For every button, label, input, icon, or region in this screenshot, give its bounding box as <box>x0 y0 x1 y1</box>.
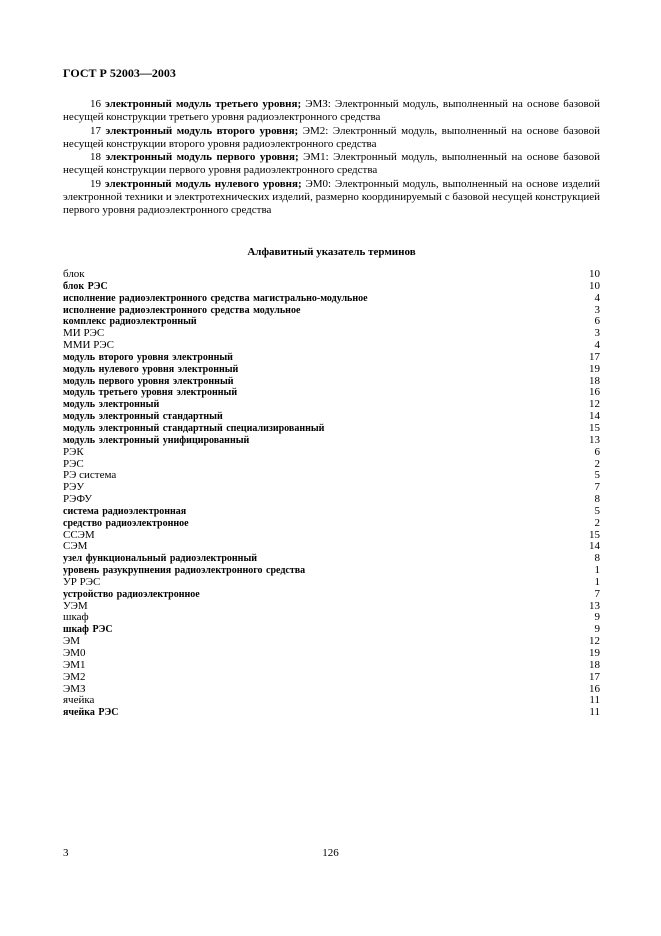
index-entry <box>63 399 600 411</box>
index-entry <box>63 423 600 435</box>
index-term: шкаф <box>63 611 89 624</box>
index-page-ref: 9 <box>594 611 600 624</box>
index-page-ref: 11 <box>589 694 600 707</box>
index-entry <box>63 518 600 530</box>
index-entry <box>63 470 600 482</box>
index-entry <box>63 328 600 340</box>
index-entry <box>63 447 600 459</box>
definition-17 <box>63 125 600 151</box>
index-entry <box>63 494 600 506</box>
index-term: ММИ РЭС <box>63 339 114 352</box>
index-list <box>63 269 600 719</box>
definition-term: электронный модуль третьего уровня; <box>105 98 302 110</box>
index-page-ref: 5 <box>594 469 600 482</box>
definition-text: ЭМ1: Электронный модуль, выполненный на основе базовой несущей конструкции первого уровня радиоэлектронного средства <box>63 151 600 176</box>
definition-term: электронный модуль нулевого уровня; <box>104 177 302 190</box>
index-page-ref: 6 <box>594 445 600 458</box>
index-page-ref: 2 <box>594 516 600 529</box>
index-page-ref: 15 <box>589 528 600 541</box>
index-page-ref: 14 <box>589 410 600 423</box>
index-page-ref: 7 <box>594 587 600 600</box>
index-term: блок РЭС <box>63 280 108 292</box>
index-term: УР РЭС <box>63 575 101 588</box>
index-page-ref: 4 <box>594 339 600 352</box>
index-page-ref: 18 <box>589 658 600 671</box>
index-entry <box>63 589 600 601</box>
index-entry <box>63 553 600 565</box>
index-term: модуль электронный стандартный специализированный <box>63 422 325 434</box>
index-page-ref: 11 <box>589 706 600 719</box>
index-entry <box>63 672 600 684</box>
index-term: РЭК <box>63 445 84 458</box>
index-page-ref: 16 <box>589 682 600 695</box>
index-entry <box>63 305 600 317</box>
index-entry <box>63 624 600 636</box>
index-term: шкаф РЭС <box>63 624 113 636</box>
index-entry <box>63 707 600 719</box>
index-entry <box>63 364 600 376</box>
index-entry <box>63 660 600 672</box>
index-term: УЭМ <box>63 599 88 612</box>
index-page-ref: 15 <box>589 421 600 434</box>
index-term: модуль электронный унифицированный <box>63 434 250 446</box>
index-term: МИ РЭС <box>63 327 105 340</box>
index-page-ref: 5 <box>594 504 600 517</box>
index-term: модуль электронный <box>63 399 160 411</box>
index-term: средство радиоэлектронное <box>63 517 189 529</box>
index-entry <box>63 530 600 542</box>
index-page-ref: 7 <box>594 481 600 494</box>
index-page-ref: 19 <box>589 362 600 375</box>
index-page-ref: 1 <box>594 564 600 577</box>
index-page-ref: 6 <box>594 315 600 328</box>
definition-16 <box>63 98 600 124</box>
index-term: ЭМ <box>63 635 81 648</box>
index-term: СЭМ <box>63 540 88 553</box>
index-entry <box>63 684 600 696</box>
index-entry <box>63 269 600 281</box>
index-page-ref: 2 <box>594 457 600 470</box>
index-page-ref: 9 <box>594 623 600 636</box>
index-entry <box>63 352 600 364</box>
index-page-ref: 1 <box>594 575 600 588</box>
index-entry <box>63 411 600 423</box>
definition-text: ЭМ2: Электронный модуль, выполненный на основе базовой несущей конструкции второго уровня радиоэлектронного средства <box>63 124 601 150</box>
index-page-ref: 13 <box>589 433 600 446</box>
index-term: РЭФУ <box>63 493 93 506</box>
definition-number: 19 <box>90 177 101 190</box>
index-entry <box>63 387 600 399</box>
index-entry <box>63 636 600 648</box>
index-term: ЭМЗ <box>63 682 86 695</box>
index-term: система радиоэлектронная <box>63 505 187 517</box>
index-entry <box>63 281 600 293</box>
definition-text: ЭМЗ: Электронный модуль, выполненный на основе базовой несущей конструкции третьего уровня радиоэлектронного средства <box>63 98 600 123</box>
definition-18 <box>63 151 600 177</box>
definition-term: электронный модуль первого уровня; <box>105 151 299 163</box>
index-term: исполнение радиоэлектронного средства магистрально-модульное <box>63 292 368 304</box>
index-term: узел функциональный радиоэлектронный <box>63 553 258 565</box>
index-page-ref: 17 <box>589 350 600 363</box>
index-term: РЭС <box>63 457 84 470</box>
index-page-ref: 12 <box>589 635 600 648</box>
index-term: устройство радиоэлектронное <box>63 588 200 600</box>
index-page-ref: 12 <box>589 398 600 411</box>
index-entry <box>63 541 600 553</box>
index-term: уровень разукрупнения радиоэлектронного средства <box>63 565 306 577</box>
index-page-ref: 13 <box>589 599 600 612</box>
index-page-ref: 17 <box>589 670 600 683</box>
index-term: ЭМ2 <box>63 670 86 683</box>
index-page-ref: 8 <box>594 552 600 565</box>
index-page-ref: 3 <box>594 327 600 340</box>
index-entry <box>63 316 600 328</box>
standard-designation: ГОСТ Р 52003—2003 <box>63 66 176 80</box>
index-term: РЭ система <box>63 469 117 482</box>
index-entry <box>63 482 600 494</box>
index-entry <box>63 376 600 388</box>
index-term: модуль нулевого уровня электронный <box>63 363 239 375</box>
index-entry <box>63 695 600 707</box>
index-entry <box>63 565 600 577</box>
footer-left-number: 3 <box>63 847 69 859</box>
index-term: комплекс радиоэлектронный <box>63 316 197 328</box>
index-term: ЭМ1 <box>63 658 86 671</box>
index-term: ячейка РЭС <box>63 707 119 719</box>
index-entry <box>63 435 600 447</box>
definition-number: 16 <box>90 98 101 110</box>
page-number: 126 <box>322 847 339 859</box>
definitions-block <box>63 98 600 217</box>
index-entry <box>63 340 600 352</box>
index-term: модуль первого уровня электронный <box>63 375 234 387</box>
index-page-ref: 10 <box>589 268 600 280</box>
index-title: Алфавитный указатель терминов <box>247 246 416 258</box>
definition-19 <box>63 178 600 217</box>
index-term: ССЭМ <box>63 528 95 541</box>
definition-number: 18 <box>90 151 101 163</box>
index-entry <box>63 577 600 589</box>
definition-number: 17 <box>90 124 101 137</box>
index-page-ref: 4 <box>594 291 600 304</box>
index-entry <box>63 601 600 613</box>
index-page-ref: 16 <box>589 386 600 399</box>
index-entry <box>63 459 600 471</box>
index-term: модуль второго уровня электронный <box>63 351 233 363</box>
index-page-ref: 18 <box>589 374 600 387</box>
index-term: модуль электронный стандартный <box>63 411 223 423</box>
index-term: исполнение радиоэлектронного средства модульное <box>63 304 301 316</box>
definition-term: электронный модуль второго уровня; <box>105 124 299 137</box>
index-entry <box>63 506 600 518</box>
index-entry <box>63 648 600 660</box>
index-page-ref: 8 <box>594 493 600 506</box>
index-page-ref: 3 <box>594 303 600 316</box>
index-page-ref: 19 <box>589 647 600 659</box>
index-entry <box>63 612 600 624</box>
index-term: модуль третьего уровня электронный <box>63 387 238 399</box>
index-term: РЭУ <box>63 481 85 494</box>
index-term: ячейка <box>63 694 95 707</box>
definition-text: ЭМ0: Электронный модуль, выполненный на основе изделий электронной техники и электротехнических изделий, размерно координируемый с базовой несущей конструкцией первого уровня радиоэлектронного средства <box>63 177 600 216</box>
index-term: ЭМ0 <box>63 647 86 659</box>
index-page-ref: 10 <box>589 279 600 292</box>
index-page-ref: 14 <box>589 540 600 553</box>
index-term: блок <box>63 268 85 280</box>
index-entry <box>63 293 600 305</box>
